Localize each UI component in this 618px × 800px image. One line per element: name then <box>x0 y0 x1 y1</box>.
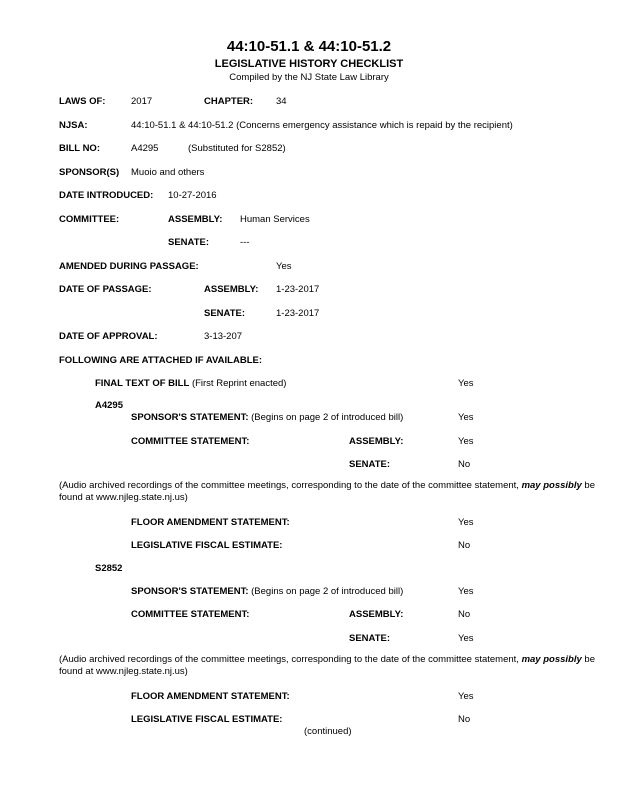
amended-value: Yes <box>276 261 292 272</box>
a4295-committee-label: COMMITTEE STATEMENT: <box>131 436 250 447</box>
passage-assembly-value: 1-23-2017 <box>276 284 320 295</box>
bill-no-value: A4295 <box>131 143 159 154</box>
sponsors-label: SPONSOR(S) <box>59 167 120 178</box>
committee-senate-label: SENATE: <box>168 237 209 248</box>
s2852-sponsor-note: (Begins on page 2 of introduced bill) <box>251 586 404 597</box>
s2852-senate-label: SENATE: <box>349 633 390 644</box>
s2852-fiscal-label: LEGISLATIVE FISCAL ESTIMATE: <box>131 714 283 725</box>
a4295-audio-note: (Audio archived recordings of the committee meetings, corresponding to the date of the committee statement, may possibly be found at www.njleg.state.nj.us) <box>59 480 595 503</box>
final-text-label: FINAL TEXT OF BILL <box>95 378 190 389</box>
s2852-sponsor-row <box>131 586 403 597</box>
page-subtitle: LEGISLATIVE HISTORY CHECKLIST <box>214 58 404 70</box>
s2852-floor-label: FLOOR AMENDMENT STATEMENT: <box>131 691 290 702</box>
a4295-assembly-value: Yes <box>458 436 474 447</box>
amended-label: AMENDED DURING PASSAGE: <box>59 261 199 272</box>
bill-no-note: (Substituted for S2852) <box>188 143 286 154</box>
date-of-approval-label: DATE OF APPROVAL: <box>59 331 158 342</box>
committee-senate-value: --- <box>240 237 250 248</box>
sponsors-value: Muoio and others <box>131 167 205 178</box>
s2852-audio-note: (Audio archived recordings of the committee meetings, corresponding to the date of the committee statement, may possibly be found at www.njleg.state.nj.us) <box>59 654 595 677</box>
s2852-fiscal-value: No <box>458 714 471 725</box>
a4295-sponsor-note: (Begins on page 2 of introduced bill) <box>251 412 404 423</box>
final-text-note: (First Reprint enacted) <box>191 378 287 389</box>
passage-senate-label: SENATE: <box>204 308 245 319</box>
laws-of-value: 2017 <box>131 96 153 107</box>
a4295-floor-value: Yes <box>458 517 474 528</box>
page-title: 44:10-51.1 & 44:10-51.2 <box>226 38 392 55</box>
final-text-row <box>95 378 286 389</box>
s2852-assembly-value: No <box>458 609 471 620</box>
passage-assembly-label: ASSEMBLY: <box>204 284 259 295</box>
final-text-value: Yes <box>458 378 474 389</box>
attached-heading: FOLLOWING ARE ATTACHED IF AVAILABLE: <box>59 355 262 366</box>
s2852-assembly-label: ASSEMBLY: <box>349 609 404 620</box>
a4295-sponsor-row <box>131 412 403 423</box>
a4295-senate-label: SENATE: <box>349 459 390 470</box>
committee-label: COMMITTEE: <box>59 214 120 225</box>
bill-no-label: BILL NO: <box>59 143 100 154</box>
njsa-label: NJSA: <box>59 120 88 131</box>
s2852-sponsor-label: SPONSOR'S STATEMENT: <box>131 586 249 597</box>
a4295-sponsor-value: Yes <box>458 412 474 423</box>
a4295-bill-label: A4295 <box>95 400 123 411</box>
a4295-fiscal-label: LEGISLATIVE FISCAL ESTIMATE: <box>131 540 283 551</box>
date-introduced-label: DATE INTRODUCED: <box>59 190 154 201</box>
date-introduced-value: 10-27-2016 <box>168 190 217 201</box>
date-of-passage-label: DATE OF PASSAGE: <box>59 284 152 295</box>
s2852-floor-value: Yes <box>458 691 474 702</box>
s2852-committee-label: COMMITTEE STATEMENT: <box>131 609 250 620</box>
passage-senate-value: 1-23-2017 <box>276 308 320 319</box>
s2852-sponsor-value: Yes <box>458 586 474 597</box>
compiled-by: Compiled by the NJ State Law Library <box>229 72 389 83</box>
date-of-approval-value: 3-13-207 <box>204 331 243 342</box>
laws-of-label: LAWS OF: <box>59 96 106 107</box>
a4295-assembly-label: ASSEMBLY: <box>349 436 404 447</box>
chapter-label: CHAPTER: <box>204 96 254 107</box>
a4295-fiscal-value: No <box>458 540 471 551</box>
committee-assembly-label: ASSEMBLY: <box>168 214 223 225</box>
s2852-bill-label: S2852 <box>95 563 123 574</box>
s2852-senate-value: Yes <box>458 633 474 644</box>
a4295-senate-value: No <box>458 459 471 470</box>
a4295-floor-label: FLOOR AMENDMENT STATEMENT: <box>131 517 290 528</box>
committee-assembly-value: Human Services <box>240 214 310 225</box>
njsa-value: 44:10-51.1 & 44:10-51.2 (Concerns emergency assistance which is repaid by the recipient) <box>131 120 513 131</box>
chapter-value: 34 <box>276 96 287 107</box>
continued-note: (continued) <box>304 726 352 737</box>
a4295-sponsor-label: SPONSOR'S STATEMENT: <box>131 412 249 423</box>
